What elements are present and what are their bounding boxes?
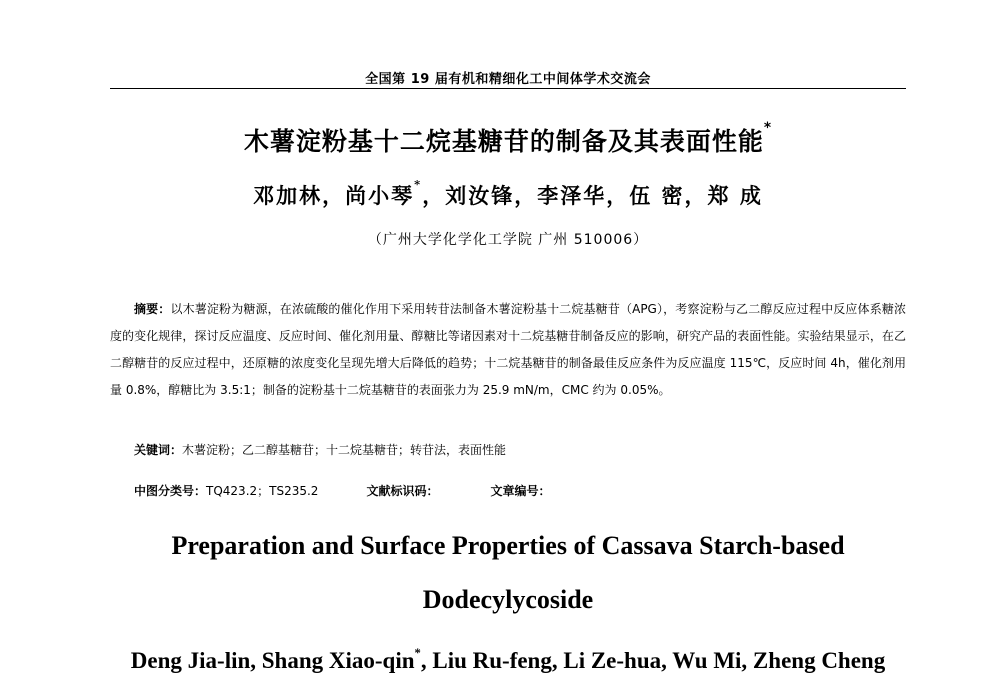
running-header: 全国第 19 届有机和精细化工中间体学术交流会 — [365, 72, 651, 87]
header-rule — [110, 88, 906, 89]
chinese-affiliation: （广州大学化学化工学院 广州 510006） — [367, 232, 649, 248]
keywords-label: 关键词： — [134, 443, 183, 457]
chinese-authors — [110, 177, 906, 210]
chinese-authors-prefix: 邓加林，尚小琴 — [253, 183, 415, 208]
keywords-text: 木薯淀粉；乙二醇基糖苷；十二烷基糖苷；转苷法，表面性能 — [182, 443, 507, 457]
english-corresponding-mark: * — [414, 646, 421, 660]
chinese-title-text: 木薯淀粉基十二烷基糖苷的制备及其表面性能 — [243, 127, 764, 156]
article-number-label: 文章编号： — [490, 484, 551, 498]
chinese-abstract — [110, 296, 906, 404]
english-authors-prefix: Deng Jia-lin, Shang Xiao-qin — [130, 648, 415, 673]
chinese-title — [110, 122, 906, 158]
chinese-keywords — [134, 441, 906, 458]
english-authors — [80, 648, 936, 674]
classification-line — [134, 482, 906, 499]
class-number-label: 中图分类号： — [134, 484, 207, 498]
abstract-text: 以木薯淀粉为糖源，在浓硫酸的催化作用下采用转苷法制备木薯淀粉基十二烷基糖苷（APG），考察淀粉与乙二醇反应过程中反应体系糖浓度的变化规律，探讨反应温度、反应时间、催化剂用量、醇糖比等诸因素对十二烷基糖苷制备反应的影响，研究产品的表面性能。实验结果显示，在乙二醇糖苷的反应过程中，还原糖的浓度变化呈现先增大后降低的趋势；十二烷基糖苷的制备最佳反应条件为反应温度 115℃，反应时间 4h，催化剂用量 0.8%，醇糖比为 3.5:1；制备的淀粉基十二烷基糖苷的表面张力为 25.9 mN/m，CMC 约为 0.05%。 — [110, 302, 906, 397]
title-footnote-mark: * — [763, 120, 773, 136]
english-title-line-2: Dodecylycoside — [422, 585, 594, 614]
english-authors-suffix: , Liu Ru-feng, Li Ze-hua, Wu Mi, Zheng Cheng — [420, 648, 886, 673]
class-number-value: TQ423.2；TS235.2 — [206, 484, 319, 498]
abstract-label: 摘要： — [134, 302, 171, 316]
chinese-authors-suffix: ，刘汝锋，李泽华，伍 密，郑 成 — [422, 183, 763, 208]
corresponding-author-mark: * — [414, 177, 423, 191]
document-code-label: 文献标识码： — [366, 484, 439, 498]
english-title-line-1: Preparation and Surface Properties of Cassava Starch-based — [171, 531, 845, 560]
